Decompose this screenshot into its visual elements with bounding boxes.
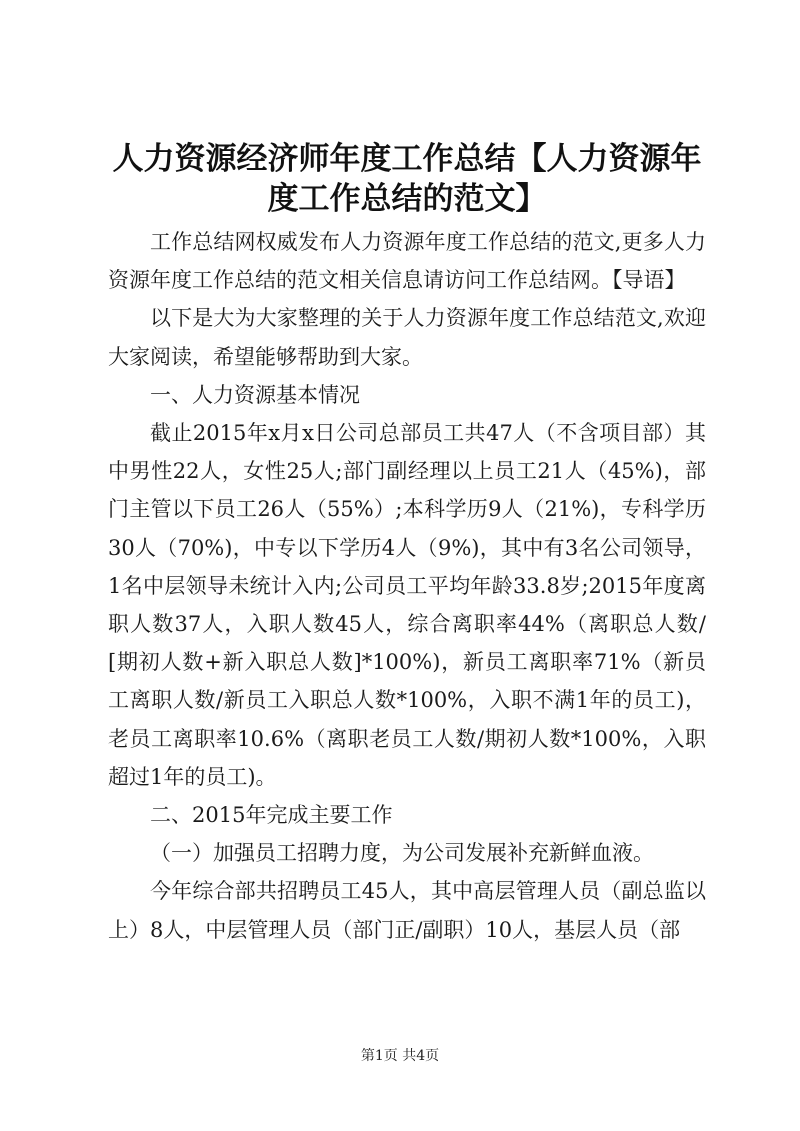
paragraph-preface: 以下是大为大家整理的关于人力资源年度工作总结范文,欢迎大家阅读，希望能够帮助到大家。 bbox=[108, 306, 706, 369]
section-heading-1: 一、人力资源基本情况 bbox=[150, 382, 360, 407]
paragraph-intro: 工作总结网权威发布人力资源年度工作总结的范文,更多人力资源年度工作总结的范文相关信息请访问工作总结网。【导语】 bbox=[108, 230, 706, 293]
paragraph-recruitment: 今年综合部共招聘员工45人，其中高层管理人员（副总监以上）8人，中层管理人员（部门正/副职）10人，基层人员（部 bbox=[108, 879, 706, 942]
section-heading-2: 二、2015年完成主要工作 bbox=[150, 803, 393, 828]
page-footer: 第1页 共4页 bbox=[360, 1048, 440, 1064]
document-page bbox=[108, 0, 706, 949]
document-body bbox=[108, 223, 706, 949]
document-title: 人力资源经济师年度工作总结【人力资源年度工作总结的范文】 bbox=[112, 141, 702, 217]
paragraph-hr-overview: 截止2015年x月x日公司总部员工共47人（不含项目部）其中男性22人，女性25人;部门副经理以上员工21人（45%)，部门主管以下员工26人（55%）;本科学历9人（21%)，专科学历30人（70%)，中专以下学历4人（9%)，其中有3名公司领导，1名中层领导未统计入内;公司员工平均年龄33.8岁;2015年度离职人数37人，入职人数45人，综合离职率44%（离职总人数/[期初人数+新入职总人数]*100%)，新员工离职率71%（新员工离职人数/新员工入职总人数*100%，入职不满1年的员工)，老员工离职率10.6%（离职老员工人数/期初人数*100%，入职超过1年的员工)。 bbox=[108, 421, 706, 789]
subsection-heading-1: （一）加强员工招聘力度，为公司发展补充新鲜血液。 bbox=[150, 841, 654, 866]
